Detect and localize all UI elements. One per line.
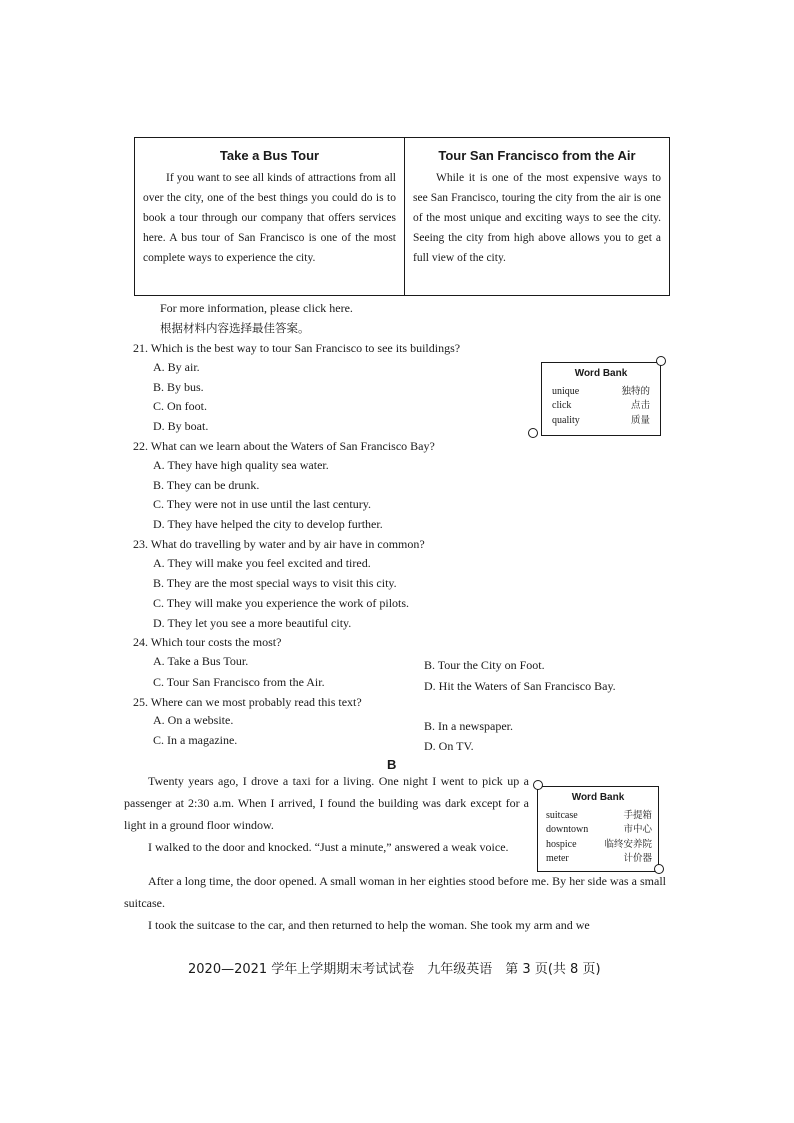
question-21-stem: 21. Which is the best way to tour San Francisco to see its buildings?: [133, 341, 461, 355]
word-bank-1-title: Word Bank: [574, 368, 628, 379]
q23-option-d[interactable]: D. They let you see a more beautiful city.: [153, 616, 352, 630]
word-bank-2: [537, 786, 659, 872]
word-bank-entry: [542, 414, 660, 429]
word-bank-word: downtown: [546, 824, 589, 835]
scroll-curl-icon: [528, 428, 538, 438]
word-bank-2-title: Word Bank: [571, 792, 625, 803]
ad-air-tour-title: Tour San Francisco from the Air: [438, 148, 636, 163]
word-bank-meaning: 市中心: [623, 824, 652, 835]
word-bank-entry: [538, 838, 658, 853]
passage-b-paragraph-4: I took the suitcase to the car, and then returned to help the woman. She took my arm and we: [148, 918, 590, 932]
question-24-stem: 24. Which tour costs the most?: [133, 635, 282, 649]
word-bank-entry: [538, 852, 658, 867]
q24-option-d[interactable]: D. Hit the Waters of San Francisco Bay.: [424, 679, 616, 693]
passage-b-top: [124, 770, 529, 858]
passage-b-paragraph-1: Twenty years ago, I drove a taxi for a living. One night I went to pick up a passenger at 2:30 a.m. When I arrived, I found the building was dark except for a light in a ground floor window.: [124, 774, 529, 832]
q22-option-c[interactable]: C. They were not in use until the last century.: [153, 497, 371, 511]
ad-bus-tour-title: Take a Bus Tour: [219, 148, 320, 163]
q25-option-a[interactable]: A. On a website.: [153, 713, 234, 727]
word-bank-entry: [542, 399, 660, 414]
question-22-stem: 22. What can we learn about the Waters of San Francisco Bay?: [133, 439, 435, 453]
q21-option-b[interactable]: B. By bus.: [153, 380, 204, 394]
word-bank-entry: [542, 385, 660, 400]
word-bank-meaning: 独特的: [621, 385, 650, 397]
word-bank-word: suitcase: [546, 809, 578, 821]
q25-option-c[interactable]: C. In a magazine.: [153, 733, 238, 747]
instruction: 根据材料内容选择最佳答案。: [160, 321, 310, 335]
q22-option-d[interactable]: D. They have helped the city to develop further.: [153, 517, 383, 531]
q21-option-a[interactable]: A. By air.: [153, 360, 200, 374]
q24-option-a[interactable]: A. Take a Bus Tour.: [153, 654, 249, 668]
word-bank-entry: [538, 809, 658, 824]
page-footer: 2020—2021 学年上学期期末考试试卷 九年级英语 第 3 页(共 8 页): [188, 962, 601, 977]
q23-option-a[interactable]: A. They will make you feel excited and tired.: [153, 556, 371, 570]
q23-option-c[interactable]: C. They will make you experience the work of pilots.: [153, 596, 410, 610]
word-bank-meaning: 临终安养院: [604, 838, 652, 850]
ad-bus-tour: [135, 138, 405, 295]
q21-option-d[interactable]: D. By boat.: [153, 419, 209, 433]
question-25-stem: 25. Where can we most probably read this text?: [133, 695, 362, 709]
ad-table: [134, 137, 670, 296]
scroll-curl-icon: [533, 780, 543, 790]
word-bank-word: meter: [546, 853, 569, 864]
word-bank-meaning: 手提箱: [623, 809, 652, 821]
word-bank-word: hospice: [546, 838, 577, 850]
q22-option-b[interactable]: B. They can be drunk.: [153, 478, 260, 492]
q23-option-b[interactable]: B. They are the most special ways to visit this city.: [153, 576, 397, 590]
word-bank-word: click: [552, 400, 572, 411]
scroll-curl-icon: [656, 356, 666, 366]
more-info-link[interactable]: For more information, please click here.: [160, 301, 353, 315]
q24-option-b[interactable]: B. Tour the City on Foot.: [424, 658, 545, 672]
ad-air-tour-body: While it is one of the most expensive ways to see San Francisco, touring the city from the air is one of the most unique and exciting ways to see the city. Seeing the city from high above allows you to get a full view of the city.: [413, 172, 661, 264]
word-bank-word: quality: [552, 414, 580, 426]
word-bank-meaning: 质量: [630, 414, 650, 426]
passage-b-paragraph-3: After a long time, the door opened. A small woman in her eighties stood before me. By her side was a small suitcase.: [124, 874, 666, 910]
ad-air-tour: [405, 138, 669, 295]
q25-option-d[interactable]: D. On TV.: [424, 739, 474, 753]
q25-option-b[interactable]: B. In a newspaper.: [424, 719, 513, 733]
word-bank-meaning: 计价器: [623, 853, 652, 864]
ad-bus-tour-body: If you want to see all kinds of attractions from all over the city, one of the best things you could do is to book a tour through our company that offers services here. A bus tour of San Francisco is one of the most complete ways to experience the city.: [143, 172, 396, 264]
word-bank-entry: [538, 823, 658, 838]
word-bank-meaning: 点击: [630, 400, 650, 411]
word-bank-word: unique: [552, 385, 580, 397]
q24-option-c[interactable]: C. Tour San Francisco from the Air.: [153, 675, 325, 689]
word-bank-1: [541, 362, 661, 436]
section-b-heading: B: [387, 757, 397, 772]
question-23-stem: 23. What do travelling by water and by air have in common?: [133, 537, 425, 551]
q21-option-c[interactable]: C. On foot.: [153, 399, 207, 413]
q22-option-a[interactable]: A. They have high quality sea water.: [153, 458, 329, 472]
passage-b-paragraph-2: I walked to the door and knocked. “Just a minute,” answered a weak voice.: [148, 840, 509, 854]
passage-b-bottom: [124, 870, 666, 936]
